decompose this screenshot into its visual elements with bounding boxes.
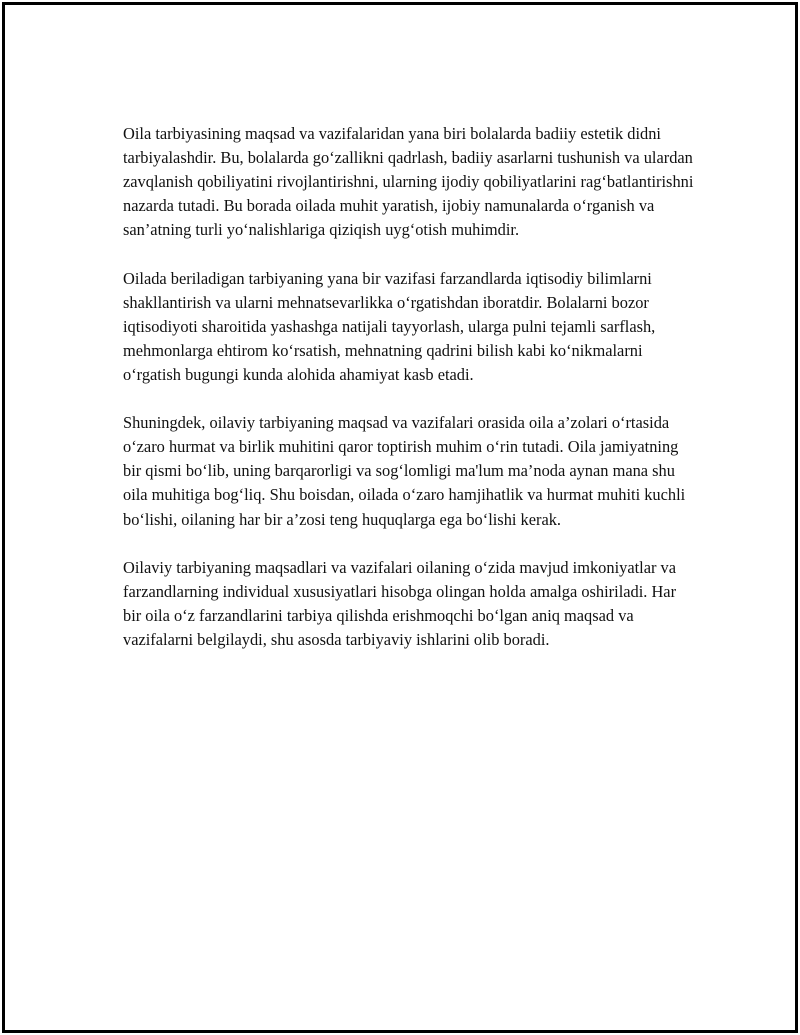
page-frame — [2, 2, 798, 1033]
paragraph-economic-education: Oilada beriladigan tarbiyaning yana bir vazifasi farzandlarda iqtisodiy bilimlarni shakllantirish va ularni mehnatsevarlikka o‘rgatishdan iboratdir. Bolalarni bozor iqtisodiyoti sharoitida yashashga natijali tayyorlash, ularga pulni tejamli sarflash, mehmonlarga ehtirom ko‘rsatish, mehnatning qadrini bilish kabi ko‘nikmalarni o‘rgatish bugungi kunda alohida ahamiyat kasb etadi. — [123, 268, 656, 384]
paragraph-aesthetic-education: Oila tarbiyasining maqsad va vazifalaridan yana biri bolalarda badiiy estetik didni tarbiyalashdir. Bu, bolalarda go‘zallikni qadrlash, badiiy asarlarni tushunish va ulardan zavqlanish qobiliyatini rivojlantirishni, ularning ijodiy qobiliyatlarini rag‘batlantirishni nazarda tutadi. Bu borada oilada muhit yaratish, ijobiy namunalarda o‘rganish va san’atning turli yo‘nalishlariga qiziqish uyg‘otish muhimdir. — [123, 124, 694, 240]
document-body — [123, 122, 698, 652]
paragraph-individual-goals: Oilaviy tarbiyaning maqsadlari va vazifalari oilaning o‘zida mavjud imkoniyatlar va farzandlarning individual xususiyatlari hisobga olingan holda amalga oshiriladi. Har bir oila o‘z farzandlarini tarbiya qilishda erishmoqchi bo‘lgan aniq maqsad va vazifalarni belgilaydi, shu asosda tarbiyaviy ishlarini olib boradi. — [123, 557, 677, 649]
paragraph-mutual-respect: Shuningdek, oilaviy tarbiyaning maqsad va vazifalari orasida oila a’zolari o‘rtasida o‘zaro hurmat va birlik muhitini qaror toptirish muhim o‘rin tutadi. Oila jamiyatning bir qismi bo‘lib, uning barqarorligi va sog‘lomligi ma'lum ma’noda aynan mana shu oila muhitiga bog‘liq. Shu boisdan, oilada o‘zaro hamjihatlik va hurmat muhiti kuchli bo‘lishi, oilaning har bir a’zosi teng huquqlarga ega bo‘lishi kerak. — [123, 413, 686, 529]
